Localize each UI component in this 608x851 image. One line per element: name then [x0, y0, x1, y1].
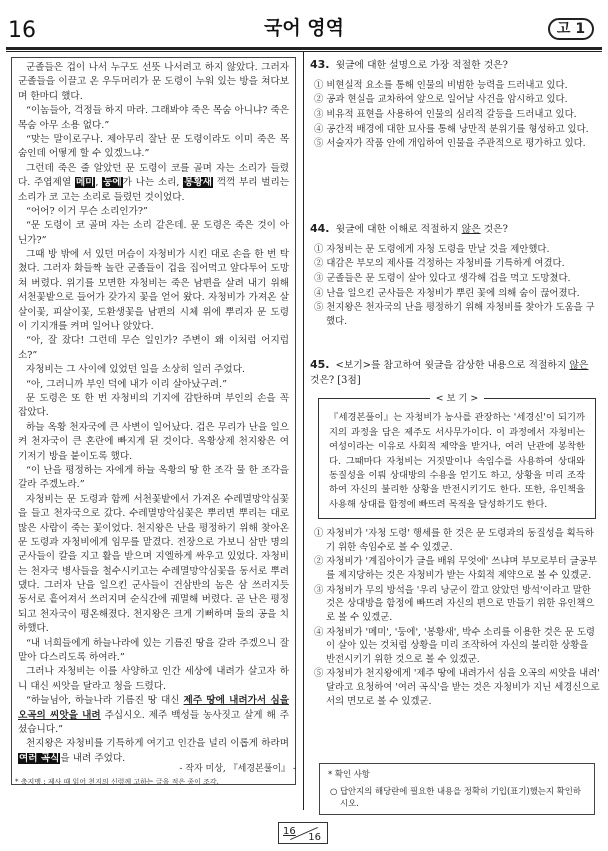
- question-number: 45.: [310, 358, 330, 371]
- passage-paragraph: [18, 421, 289, 464]
- column-divider: [303, 52, 304, 810]
- options-list: [310, 243, 600, 329]
- option-2[interactable]: ② 대감은 부모의 제사를 걱정하는 자청비를 기특하게 여겼다.: [314, 258, 565, 270]
- passage-text: 문 도령은 또 한 번 자청비의 기지에 감탄하며 부인의 손을 꼭 잡았다.: [18, 392, 289, 419]
- question-text-post: 것은?: [480, 224, 508, 235]
- header-rule-thin: [6, 51, 602, 52]
- passage-paragraph: [18, 248, 289, 334]
- passage-text: “아, 그러니까 부인 덕에 내가 이리 살아났구려.”: [26, 378, 228, 390]
- passage-paragraph: [18, 464, 289, 493]
- highlighted-phrase: 둥에: [103, 177, 122, 189]
- option-4[interactable]: ④ 난을 일으킨 군사들은 자청비가 뿌린 꽃에 의해 숨이 끊어졌다.: [314, 287, 580, 299]
- passage-paragraph: [18, 363, 289, 377]
- options-list: [310, 527, 600, 708]
- passage-text: “맞는 말이로구나. 제아무리 잘난 문 도령이라도 이미 죽은 목숨인데 어떻게 할 수 있겠느냐.”: [18, 133, 289, 160]
- passage-paragraph: [18, 61, 289, 104]
- current-page: 16: [283, 826, 296, 837]
- passage-text: “어어? 이거 무슨 소리인가?”: [26, 205, 148, 217]
- passage-paragraph: [18, 665, 289, 694]
- option-1[interactable]: ① 자청비가 '자청 도령' 행세를 한 것은 문 도령과의 동질성을 획득하기 위한 속임수로 볼 수 있겠군.: [314, 528, 594, 553]
- question-emphasis: 않은: [461, 224, 481, 235]
- options-list: [310, 79, 600, 151]
- subject-title: 국어 영역: [263, 17, 345, 39]
- passage-text: 자청비는 그 사이에 있었던 일을 소상히 일러 주었다.: [26, 364, 246, 376]
- passage-text: ,: [95, 177, 103, 189]
- question-45: [310, 357, 600, 709]
- bogi-text: 『세경본풀이』는 자청비가 농사를 관장하는 '세경신'이 되기까지의 과정을 담은 제주도 서사무가이다. 이 과정에서 자청비는 여성이라는 이유로 사회적 제약을 받거나, 여러 난관에 봉착한다. 그때마다 자청비는 거짓말이나 속임수를 사용하여 상대와 동질성을 이뤄 상대방의 수용을 얻기도 하고, 상황을 미리 조작하여 자신의 불리한 상황을 반전시키기도 한다. 또한, 유인책을 사용해 상대를 함정에 빠뜨려 목적을 달성하기도 한다.: [329, 412, 585, 510]
- passage-paragraph: [18, 493, 289, 637]
- option-4[interactable]: ④ 공간적 배경에 대한 묘사를 통해 낭만적 분위기를 형성하고 있다.: [314, 123, 589, 135]
- passage-paragraph: [18, 392, 289, 421]
- passage-text: 자청비는 문 도령과 함께 서천꽃밭에서 가져온 수레멸망악심꽃을 들고 천자국으로 갔다. 수레멸망악심꽃은 뿌리면 뿌리는 대로 많은 사람이 죽는 꽃이었다. 천지왕은 난을 평정하기 위해 찾아온 문 도령과 자청비에게 임무를 맡겼다. 전장으로 가보니 삼만 명의 군사들이 칼을 지고 활을 받으며 지엘하게 싸우고 있었다. 자청비는 천자국 병사들을 철수시키고는 수레멸망악심꽃을 동서로 뿌려댔다. 그러자 난을 일으킨 군사들이 건삼반의 놈은 삼 쓰러지듯 동서로 흩어져서 쓰러지며 순식간에 궤멸해 버렸다. 곧 난은 평정되고 천자국이 평온해졌다. 천지왕은 크게 기뻐하며 둘의 공을 치하했다.: [18, 493, 289, 635]
- highlighted-phrase: 봉황새: [184, 177, 212, 189]
- passage-paragraph: [18, 637, 289, 666]
- total-pages: 16: [308, 832, 321, 843]
- question-43-stem: [310, 57, 600, 74]
- passage-text: 그런데 죽은 줄 알았던 문 도령이 코를 골며 자는 소리가 들렸다. 주엽제열: [18, 162, 289, 189]
- reading-passage: [11, 57, 296, 785]
- question-text-pre: 윗글에 대한 이해로 적절하지: [335, 224, 462, 235]
- passage-text: 가 나는 소리,: [122, 177, 184, 189]
- highlighted-phrase: 메미: [75, 177, 95, 189]
- option-2[interactable]: ② 공과 현실을 교차하여 앞으로 일어날 사건을 암시하고 있다.: [314, 94, 568, 106]
- emphasized-phrase: 제주 땅에 내려가서 심을 오곡의 씨앗을 내려: [18, 695, 289, 721]
- check-title: * 확인 사항: [328, 769, 370, 779]
- page-header: [0, 0, 608, 48]
- option-2[interactable]: ② 자청비가 '계집아이가 글을 배워 무엇에' 쓰냐며 부모로부터 글공부를 제지당하는 것은 자청비가 받는 사회적 제약으로 볼 수 있겠군.: [314, 556, 597, 582]
- page-number: 16: [8, 18, 36, 43]
- passage-paragraph: [18, 162, 289, 205]
- passage-text: “내 너희들에게 하늘나라에 있는 기름진 땅을 갈라 주겠으니 잘 맡아 다스리도록 하여라.”: [18, 637, 289, 664]
- passage-paragraph: [18, 334, 289, 363]
- passage-paragraph: [18, 378, 289, 392]
- bogi-label: < 보 기 >: [430, 393, 484, 404]
- passage-text: “이 난을 평정하는 자에게 하늘 옥황의 땅 한 조각 물 한 조각을 갈라 주겠노라.”: [18, 464, 289, 491]
- question-44: [310, 221, 600, 329]
- passage-text: 그러나 자청비는 이를 사양하고 인간 세상에 내려가 살고자 하니 대신 씨앗을 달라고 청을 드렸다.: [18, 666, 289, 692]
- passage-text: “아, 잘 잤다! 그런데 무슨 일인가? 주변이 왜 이처럼 어지럽소?”: [18, 335, 289, 361]
- option-3[interactable]: ③ 자청비가 무의 방석을 '우리 낭군이 깔고 앉았던 방석'이라고 말한 것은 상대방을 함정에 빠뜨려 자신의 편으로 만들기 위한 유인책으로 볼 수 있겠군.: [314, 584, 595, 623]
- bogi-box: [318, 393, 596, 519]
- grade-badge: 고 1: [548, 18, 594, 40]
- passage-paragraph: [18, 219, 289, 248]
- passage-source: - 작자 미상, 『세경본풀이』 -: [179, 764, 296, 774]
- question-text-pre: <보기>를 참고하여 윗글을 감상한 내용으로 적절하지: [335, 360, 570, 371]
- option-4[interactable]: ④ 자청비가 '메미', '둥에', '봉황새', 박수 소리를 이용한 것은 문 도령이 살아 있는 것처럼 상황을 미리 조작하여 자신의 불리한 상황을 반전시키기 위한 것으로 볼 수 있겠군.: [314, 626, 595, 665]
- passage-text: “이놈들아, 걱정들 하지 마라. 그래봐야 죽은 목숨 아니냐? 죽은 목숨 아무 소용 없다.”: [18, 105, 289, 131]
- option-5[interactable]: ⑤ 천지왕은 천자국의 난을 평정하기 위해 자청비를 찾아가 도움을 구했다.: [314, 302, 595, 327]
- question-emphasis: 않은: [569, 360, 589, 371]
- header-rule: [6, 47, 602, 50]
- question-text-post: 것은? [3점]: [310, 374, 361, 386]
- question-44-stem: [310, 221, 600, 238]
- check-notice: [319, 763, 595, 815]
- option-3[interactable]: ③ 군졸들은 문 도령이 살아 있다고 생각해 겁을 먹고 도망쳤다.: [314, 272, 571, 284]
- question-text: 윗글에 대한 설명으로 가장 적절한 것은?: [335, 60, 508, 71]
- question-number: 44.: [310, 222, 330, 235]
- passage-text: 그때 방 밖에 서 있던 머슴이 자청비가 시킨 대로 손을 한 번 탁 쳤다. 그러자 화들짝 놀란 군졸들이 겁을 집어먹고 앞다투어 도망쳐 버렸다. 위기를 모면한 자청비는 죽은 남편을 살려 내기 위해 서천꽃밭으로 들어가 갖가지 꽃을 얻어 왔다. 자청비가 가져온 살살이꽃, 피살이꽃, 도환생꽃을 남편의 시체 위에 뿌리자 문 도령이 기지개를 켜며 일어나 앉았다.: [18, 249, 289, 333]
- passage-text: 군졸들은 겁이 나서 누구도 선뜻 나서려고 하지 않았다. 그러자 군졸들을 이끌고 온 우두머리가 문 도령이 누워 있는 방을 쳐다보며 한마디 했다.: [18, 62, 289, 102]
- option-5[interactable]: ⑤ 서술자가 작품 안에 개입하여 인물을 주관적으로 평가하고 있다.: [314, 138, 586, 150]
- check-line: ○ 답안지의 해당란에 필요한 내용을 정확히 기입(표기)했는지 확인하시오.: [330, 785, 581, 808]
- question-43: [310, 57, 600, 152]
- option-1[interactable]: ① 자청비는 문 도령에게 자청 도령을 만날 것을 제안했다.: [314, 243, 550, 255]
- passage-paragraph: [18, 694, 289, 737]
- question-45-stem: [310, 357, 600, 388]
- question-number: 43.: [310, 58, 330, 71]
- passage-text: 을 내려 주었다.: [60, 752, 126, 764]
- page-indicator: [278, 822, 328, 844]
- passage-text: “문 도령이 코 골며 자는 소리 같은데. 문 도령은 죽은 것이 아닌가?”: [18, 220, 289, 246]
- passage-text: “하늘님아, 하늘나라 기름진 땅 대신: [26, 695, 184, 707]
- option-3[interactable]: ③ 비유적 표현을 사용하여 인물의 심리적 갈등을 드러내고 있다.: [314, 108, 577, 120]
- option-1[interactable]: ① 비현실적 요소를 통해 인물의 비범한 능력을 드러내고 있다.: [314, 79, 568, 91]
- passage-paragraph: [18, 737, 289, 766]
- passage-paragraph: [18, 205, 289, 219]
- passage-text: 꺽꺽 부리 벌리는 소리가 코 고는 소리로 들렸던 것이었다.: [18, 177, 289, 203]
- highlighted-phrase: 여러 곡식: [19, 752, 60, 764]
- passage-text: 주십시오. 제주 백성들 농사짓고 살게 해 주셨습니다.”: [18, 709, 289, 735]
- option-5[interactable]: ⑤ 자청비가 천지왕에게 '제주 땅에 내려가서 심을 오곡의 씨앗을 내려' 달라고 요청하여 '여러 곡식'을 받는 것은 자청비가 지닌 세경신으로서의 면모로 볼 수 있겠군.: [314, 668, 600, 707]
- passage-paragraph: [18, 104, 289, 133]
- passage-footnote: * 축지맹 : 제사 때 읽어 천지의 신령께 고하는 글을 적은 종이 조각.: [15, 778, 219, 786]
- passage-text: 천지왕은 자청비를 기특하게 여기고 인간을 널리 이롭게 하라며: [26, 738, 289, 750]
- passage-text: 하늘 옥황 천자국에 큰 사변이 일어났다. 겁은 무리가 난을 일으켜 천자국이 큰 혼란에 빠지게 된 것이다. 옥황상제 천지왕은 여기저기 방을 붙이도록 했다.: [18, 421, 289, 462]
- passage-paragraph: [18, 133, 289, 162]
